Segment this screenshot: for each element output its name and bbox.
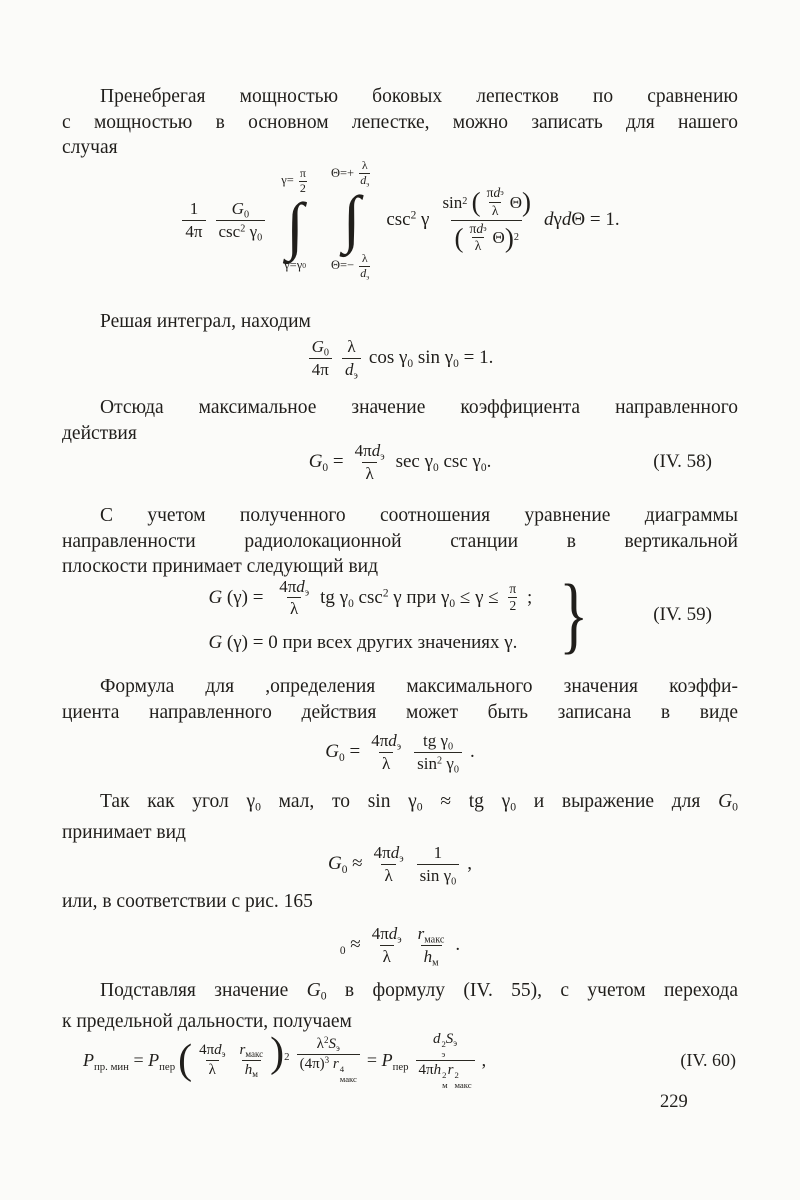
math-token: λ bbox=[287, 597, 301, 619]
math-token: d bbox=[214, 1041, 222, 1058]
math-token: sin bbox=[417, 347, 441, 368]
math-token: d bbox=[388, 924, 398, 944]
math-token: 0 bbox=[480, 461, 487, 474]
math-token: 0 bbox=[453, 764, 459, 776]
math-token: э bbox=[221, 1048, 226, 1059]
math-token: (γ) = 0 при всех других значениях γ. bbox=[222, 632, 518, 654]
math-token: м bbox=[432, 957, 439, 969]
math-token: 4π bbox=[199, 1041, 215, 1058]
math-token: γ bbox=[441, 586, 450, 608]
math-token: G bbox=[327, 853, 342, 874]
math-token: э bbox=[304, 587, 310, 599]
math-token bbox=[369, 347, 493, 369]
equation-integral-result bbox=[62, 335, 738, 381]
math-token bbox=[297, 1054, 360, 1085]
math-token: γ bbox=[421, 209, 430, 230]
text-line: Формула для ,определения максимального значения коэффи- bbox=[100, 676, 738, 697]
math-token: Θ bbox=[492, 228, 505, 248]
math-token: λ bbox=[347, 337, 356, 357]
math-token: 2 bbox=[437, 754, 443, 766]
math-token: γ bbox=[246, 791, 256, 812]
math-token: γ bbox=[440, 731, 448, 751]
math-token: пер bbox=[392, 1060, 409, 1073]
math-token: d bbox=[493, 184, 501, 200]
math-token: = 1. bbox=[585, 209, 620, 230]
math-token: γ bbox=[424, 451, 433, 472]
text-line: с мощностью в основном лепестке, можно записать для нашего bbox=[62, 111, 738, 133]
text-fragment: ≈ tg bbox=[422, 791, 502, 812]
text-line: С учетом полученного соотношения уравнение диаграммы bbox=[100, 505, 738, 526]
math-token: csc bbox=[443, 451, 468, 472]
math-token: (γ) = bbox=[222, 586, 269, 608]
math-token bbox=[325, 741, 360, 763]
math-token: 0 bbox=[510, 800, 517, 814]
math-token: э bbox=[380, 451, 385, 463]
math-token: λ bbox=[489, 202, 502, 220]
equation-iv-58 bbox=[62, 440, 738, 484]
math-token: = 1. bbox=[458, 347, 494, 368]
math-token: 0 bbox=[341, 863, 348, 876]
math-token: = bbox=[332, 451, 344, 472]
text-fragment: Так как угол bbox=[100, 791, 247, 812]
math-token: h bbox=[244, 1061, 253, 1078]
fraction bbox=[297, 1035, 360, 1085]
math-token: G bbox=[311, 337, 324, 357]
math-token: э bbox=[396, 741, 402, 753]
math-token: 0 bbox=[243, 209, 250, 221]
math-token: 3 bbox=[324, 1055, 330, 1066]
math-token: π d э bbox=[469, 220, 487, 236]
math-token: γ bbox=[249, 221, 258, 241]
math-token: ≈ bbox=[350, 934, 361, 955]
math-token: м bbox=[442, 1079, 448, 1090]
math-token: γ bbox=[446, 753, 454, 773]
math-token: 4π bbox=[373, 843, 391, 863]
paragraph-pattern-equation-intro bbox=[62, 503, 738, 580]
math-token: макс bbox=[245, 1048, 264, 1059]
math-token: ( π d э λ Θ ) 2 bbox=[451, 220, 521, 256]
math-token: 0 bbox=[432, 461, 439, 474]
fraction bbox=[508, 581, 517, 613]
math-token: 2 bbox=[410, 209, 417, 222]
math-token: d bbox=[371, 441, 381, 461]
integral-operator bbox=[331, 159, 372, 280]
fraction bbox=[414, 730, 462, 774]
math-token: , bbox=[467, 853, 473, 874]
text-line: действия bbox=[62, 422, 137, 444]
math-token bbox=[386, 209, 429, 231]
math-token: 1 bbox=[189, 199, 199, 219]
equation-g0-tangent-form bbox=[62, 726, 738, 778]
math-token bbox=[340, 934, 361, 956]
math-token: r bbox=[417, 924, 425, 944]
math-token: э bbox=[335, 1043, 340, 1054]
math-token: γ= bbox=[281, 173, 297, 188]
page-number: 229 bbox=[660, 1092, 688, 1112]
math-token: 4π bbox=[182, 220, 205, 242]
right-paren: ) bbox=[270, 1029, 285, 1076]
math-token: γ bbox=[501, 791, 511, 812]
math-token bbox=[414, 752, 462, 774]
math-token: λ bbox=[361, 251, 368, 265]
math-token: ≤ bbox=[455, 586, 476, 608]
text-line: циента направленного действия может быть записана в виде bbox=[62, 701, 738, 723]
math-token: d bbox=[432, 1030, 441, 1047]
math-token: γ bbox=[444, 347, 454, 368]
math-token: 4π bbox=[418, 1061, 434, 1078]
math-token: Θ bbox=[509, 192, 522, 212]
math-token bbox=[216, 220, 266, 242]
math-token: 0 bbox=[323, 347, 330, 359]
integral-lower-limit bbox=[331, 252, 372, 281]
math-token bbox=[83, 1050, 175, 1071]
math-token bbox=[342, 358, 361, 380]
equation-g0-rmax bbox=[62, 919, 738, 971]
math-token: d bbox=[543, 209, 554, 230]
math-token: 2 bbox=[323, 1035, 329, 1046]
text-line: Отсюда максимальное значение коэффициента направленного bbox=[100, 397, 738, 418]
text-fragment: в формулу (IV. 55), с учетом перехода bbox=[326, 980, 738, 1001]
math-token: 2 bbox=[442, 1069, 447, 1080]
math-token: 4 bbox=[339, 1064, 345, 1075]
text-line: Решая интеграл, находим bbox=[100, 311, 311, 332]
math-token: 2 bbox=[454, 1069, 459, 1080]
fraction bbox=[368, 730, 404, 774]
equation-double-integral bbox=[62, 150, 738, 290]
math-token: 2 bbox=[240, 222, 246, 234]
math-token: ; bbox=[522, 586, 533, 608]
text-line: принимает вид bbox=[62, 822, 186, 843]
math-token: sin bbox=[417, 753, 437, 773]
math-token: э bbox=[353, 370, 358, 382]
math-token: λ bbox=[206, 1060, 219, 1080]
math-token: λ bbox=[361, 158, 368, 173]
math-token: 4π bbox=[354, 441, 372, 461]
math-token: 0 bbox=[416, 800, 423, 814]
math-token: d bbox=[388, 731, 397, 751]
math-token: G bbox=[208, 586, 223, 608]
fraction bbox=[342, 336, 361, 380]
math-token: S bbox=[328, 1036, 336, 1053]
math-token: Θ=+ bbox=[330, 165, 358, 180]
text-line: плоскости принимает следующий вид bbox=[62, 556, 379, 577]
math-token bbox=[421, 945, 442, 967]
math-token: 0 bbox=[339, 944, 346, 957]
math-token: P bbox=[83, 1049, 94, 1070]
math-token: P bbox=[381, 1049, 393, 1070]
math-token: λ bbox=[316, 1036, 324, 1053]
math-token bbox=[417, 864, 460, 886]
math-token: d bbox=[296, 576, 305, 596]
paragraph-solving-integral bbox=[62, 309, 738, 335]
math-token bbox=[352, 440, 388, 461]
paragraph-formula-intro bbox=[62, 674, 738, 725]
math-token bbox=[320, 587, 503, 609]
math-token: = bbox=[366, 1049, 378, 1070]
fraction bbox=[417, 842, 460, 886]
math-token: λ bbox=[379, 752, 393, 774]
math-token: 0 bbox=[448, 741, 454, 753]
math-token bbox=[359, 266, 370, 281]
text-line: к предельной дальности, получаем bbox=[62, 1011, 352, 1032]
math-token: 0 bbox=[407, 357, 414, 370]
math-token bbox=[415, 923, 448, 944]
equation-number-iv-59: (IV. 59) bbox=[653, 604, 712, 625]
fraction bbox=[216, 198, 266, 242]
system-brace: } bbox=[559, 566, 589, 663]
equation-number-iv-60: (IV. 60) bbox=[680, 1049, 736, 1070]
math-token: π bbox=[299, 165, 306, 180]
math-token: = bbox=[349, 741, 361, 762]
math-token bbox=[196, 1041, 228, 1060]
fraction bbox=[309, 336, 332, 380]
fraction bbox=[237, 1041, 267, 1080]
fraction bbox=[466, 221, 489, 256]
fraction bbox=[415, 923, 448, 967]
math-token: 2 bbox=[509, 598, 517, 613]
fraction bbox=[182, 198, 205, 242]
fraction bbox=[371, 842, 407, 886]
math-token bbox=[309, 451, 344, 473]
math-token: 0 bbox=[255, 800, 261, 814]
math-token bbox=[544, 209, 620, 231]
equation-row bbox=[205, 576, 535, 620]
math-token: λ bbox=[381, 864, 395, 886]
text-line bbox=[62, 789, 738, 820]
math-token: d bbox=[561, 209, 572, 230]
math-token: 0 bbox=[320, 989, 327, 1003]
math-token bbox=[430, 1030, 460, 1060]
paragraph-substitute-g0 bbox=[62, 978, 738, 1035]
math-token: sec bbox=[395, 451, 420, 472]
math-token: Θ bbox=[571, 209, 586, 230]
integral-lower-limit: γ=γ 0 bbox=[284, 258, 306, 273]
math-token: r bbox=[447, 1061, 454, 1078]
math-token bbox=[369, 923, 405, 944]
math-token bbox=[340, 1065, 357, 1084]
math-token bbox=[416, 1060, 475, 1091]
math-token: 2 bbox=[299, 180, 306, 195]
math-token: э bbox=[441, 1048, 446, 1059]
math-token: γ bbox=[398, 347, 408, 368]
math-token: . bbox=[486, 451, 492, 472]
paragraph-max-directivity-intro bbox=[62, 395, 738, 446]
fraction bbox=[484, 185, 507, 220]
math-token: 0 bbox=[257, 232, 263, 244]
math-token: γ bbox=[393, 586, 402, 608]
math-token: (4π) bbox=[299, 1055, 325, 1072]
math-token: π d э bbox=[486, 184, 504, 200]
math-token: , bbox=[481, 1049, 487, 1070]
math-token: tg bbox=[320, 586, 335, 608]
math-token: h bbox=[433, 1061, 442, 1078]
math-token: P bbox=[148, 1049, 160, 1070]
math-token: 2 bbox=[441, 1039, 446, 1050]
integral-sign: ∫ bbox=[342, 183, 361, 254]
math-token: Θ=− bbox=[330, 258, 358, 273]
text-line bbox=[62, 978, 738, 1009]
math-token: макс bbox=[454, 1079, 472, 1090]
math-token: . bbox=[469, 741, 475, 762]
math-token: tg bbox=[423, 731, 437, 751]
integral-sign: ∫ bbox=[286, 190, 304, 262]
fraction bbox=[276, 576, 312, 620]
math-token: пер bbox=[159, 1060, 176, 1073]
math-token: 4π bbox=[371, 731, 389, 751]
math-token: G bbox=[306, 980, 321, 1001]
math-token: э bbox=[366, 273, 370, 282]
math-token: э bbox=[453, 1037, 458, 1048]
fraction bbox=[352, 440, 388, 484]
math-token: э bbox=[399, 853, 404, 865]
math-token bbox=[314, 1035, 343, 1054]
math-token: пр. мин bbox=[94, 1060, 129, 1073]
math-token: γ bbox=[443, 865, 452, 885]
math-token: м bbox=[252, 1068, 258, 1079]
math-token: λ bbox=[362, 462, 376, 484]
math-token: r bbox=[239, 1041, 246, 1058]
math-token: sin bbox=[419, 865, 440, 885]
math-token: csc bbox=[218, 221, 241, 241]
math-token: π bbox=[486, 184, 494, 200]
math-token: d bbox=[360, 173, 367, 188]
math-token: 4π bbox=[371, 924, 389, 944]
math-token: макс bbox=[424, 934, 445, 946]
math-token: γ=γ bbox=[284, 258, 303, 273]
math-token: макс bbox=[339, 1074, 357, 1085]
math-token bbox=[371, 842, 407, 863]
math-token: ≤ bbox=[483, 586, 504, 608]
math-token: γ bbox=[475, 586, 484, 608]
math-token: 2 bbox=[284, 1050, 290, 1063]
math-token: 4π bbox=[279, 576, 297, 596]
equation-iv-60: $P_{пр. мин} = P_{пер}$ ( $\frac{4\pi d_э}{\lambda}$ $\frac{r_{макс}}{h_м}$ )$^2$ $\lambda^2S_э$ $(4\pi)^3$ r 4 макс = $P_{пер}$ d 2 э $S_э$ 4πh 2 м r 2 макс , (IV. 60) bbox=[83, 1029, 736, 1090]
fraction bbox=[359, 252, 370, 281]
math-token: λ bbox=[472, 237, 485, 255]
math-token: d bbox=[390, 843, 400, 863]
text-fragment: и выражение для bbox=[516, 791, 719, 812]
math-token bbox=[276, 576, 312, 597]
math-token: r bbox=[332, 1055, 339, 1072]
math-token bbox=[208, 632, 517, 654]
math-token: 4π bbox=[309, 358, 332, 380]
math-token: 0 bbox=[348, 597, 354, 610]
math-token bbox=[208, 587, 268, 609]
fraction bbox=[369, 923, 405, 967]
math-token: 0 bbox=[453, 357, 459, 370]
math-token: λ bbox=[380, 945, 394, 967]
math-token: G bbox=[325, 741, 340, 762]
math-token: γ bbox=[408, 791, 417, 812]
text-line: или, в соответствии с рис. 165 bbox=[62, 891, 313, 912]
math-token bbox=[237, 1041, 267, 1060]
math-token: ≈ bbox=[352, 853, 363, 874]
math-token: э bbox=[397, 934, 402, 946]
math-token: 1 bbox=[433, 843, 443, 863]
math-token bbox=[367, 1050, 409, 1071]
math-token: d bbox=[476, 220, 484, 236]
math-token: γ bbox=[339, 586, 349, 608]
math-token: при bbox=[401, 586, 442, 608]
paragraph-ref-fig-165 bbox=[62, 889, 738, 915]
math-token bbox=[420, 730, 456, 751]
math-token: 0 bbox=[449, 597, 456, 610]
math-token: G bbox=[718, 791, 733, 812]
equation-system bbox=[205, 576, 535, 655]
math-token bbox=[454, 1071, 471, 1090]
math-token bbox=[359, 173, 370, 188]
math-token: cos bbox=[368, 347, 395, 368]
math-token bbox=[396, 451, 492, 473]
math-token: d bbox=[345, 359, 354, 379]
equation-number-iv-58: (IV. 58) bbox=[653, 451, 712, 472]
math-token bbox=[309, 336, 332, 357]
math-token: sin 2 ( π d э λ Θ ) bbox=[442, 184, 531, 218]
fraction bbox=[439, 185, 534, 256]
math-token: G bbox=[208, 632, 223, 654]
math-token: G bbox=[308, 451, 323, 472]
math-token: = bbox=[133, 1049, 144, 1070]
math-token: d bbox=[360, 265, 367, 280]
fraction bbox=[196, 1041, 228, 1080]
equation-row bbox=[205, 632, 520, 654]
text-line: направленности радиолокационной станции в вертикальной bbox=[62, 530, 738, 552]
math-token: sin bbox=[442, 192, 463, 212]
text-line: случая bbox=[62, 137, 118, 158]
math-token bbox=[270, 1029, 290, 1076]
fraction bbox=[416, 1030, 475, 1091]
math-token: 0 bbox=[732, 800, 738, 814]
math-token: э bbox=[366, 180, 370, 189]
equation-g0-approx bbox=[62, 838, 738, 890]
math-token bbox=[328, 853, 363, 875]
math-token: csc bbox=[386, 209, 411, 230]
math-token: h bbox=[423, 946, 433, 966]
integral-operator bbox=[281, 167, 309, 273]
math-token bbox=[229, 198, 252, 219]
text-line: Пренебрегая мощностью боковых лепестков по сравнению bbox=[100, 86, 738, 107]
math-token: γ bbox=[472, 451, 481, 472]
math-token: π bbox=[509, 581, 517, 597]
math-token: . bbox=[455, 934, 461, 955]
math-token: γ bbox=[553, 209, 562, 230]
math-token bbox=[368, 730, 404, 751]
text-fragment: Подставляя значение bbox=[100, 980, 307, 1001]
math-token: csc bbox=[358, 586, 383, 608]
fraction bbox=[359, 159, 370, 188]
math-token: S bbox=[445, 1030, 454, 1047]
text-fragment: мал, то sin bbox=[260, 791, 409, 812]
math-token: 0 bbox=[322, 461, 329, 474]
math-token: G bbox=[231, 199, 244, 219]
math-token: π bbox=[469, 220, 477, 236]
math-token: 0 bbox=[451, 876, 457, 888]
math-token: 2 bbox=[382, 587, 389, 600]
math-token: 0 bbox=[339, 751, 345, 764]
math-token bbox=[242, 1060, 261, 1080]
